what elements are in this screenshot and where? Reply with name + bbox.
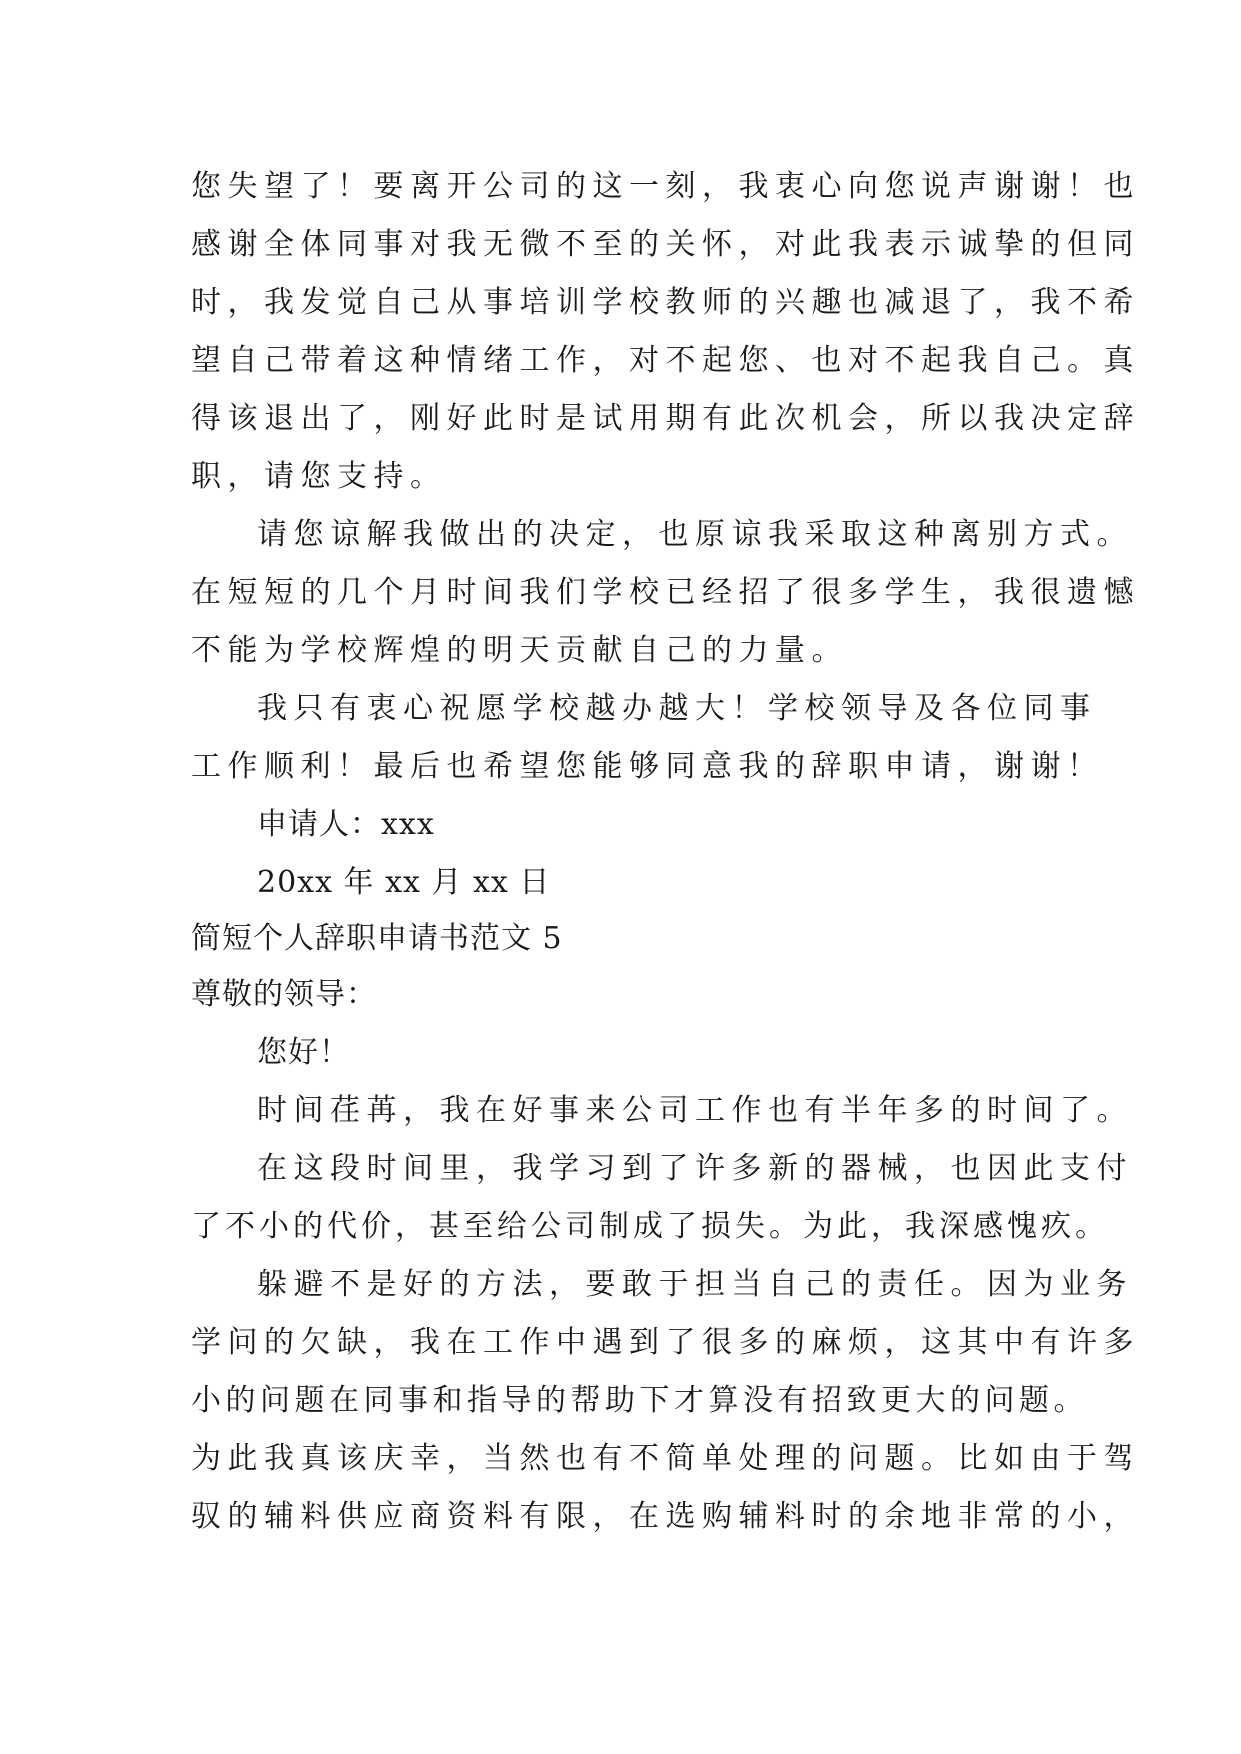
body-line: 望自己带着这种情绪工作，对不起您、也对不起我自己。真 — [191, 343, 1140, 378]
body-line: 请您谅解我做出的决定，也原谅我采取这种离别方式。 — [257, 517, 1133, 552]
body-line: 工作顺利！最后也希望您能够同意我的辞职申请，谢谢！ — [191, 749, 1104, 784]
signature-date: 20xx 年 xx 月 xx 日 — [257, 865, 551, 900]
body-line: 我只有衷心祝愿学校越办越大！学校领导及各位同事 — [257, 691, 1097, 726]
body-line: 时，我发觉自己从事培训学校教师的兴趣也减退了，我不希 — [191, 285, 1140, 320]
body-line: 不能为学校辉煌的明天贡献自己的力量。 — [191, 633, 848, 668]
body-line: 您失望了！要离开公司的这一刻，我衷心向您说声谢谢！也 — [191, 169, 1140, 204]
body-line: 时间荏苒，我在好事来公司工作也有半年多的时间了。 — [257, 1093, 1133, 1128]
body-line: 感谢全体同事对我无微不至的关怀，对此我表示诚挚的但同 — [191, 227, 1140, 262]
body-line: 得该退出了，刚好此时是试用期有此次机会，所以我决定辞 — [191, 401, 1140, 436]
body-line: 为此我真该庆幸，当然也有不简单处理的问题。比如由于驾 — [191, 1441, 1140, 1476]
body-line: 了不小的代价，甚至给公司制成了损失。为此，我深感愧疚。 — [191, 1209, 1109, 1244]
section-title: 简短个人辞职申请书范文 5 — [191, 921, 563, 956]
body-line: 学问的欠缺，我在工作中遇到了很多的麻烦，这其中有许多 — [191, 1325, 1140, 1360]
body-line: 驭的辅料供应商资料有限，在选购辅料时的余地非常的小， — [191, 1499, 1140, 1534]
body-line: 躲避不是好的方法，要敢于担当自己的责任。因为业务 — [257, 1267, 1133, 1302]
body-line: 在短短的几个月时间我们学校已经招了很多学生，我很遗憾 — [191, 575, 1140, 610]
signature-applicant: 申请人：xxx — [257, 807, 435, 842]
salutation: 尊敬的领导： — [191, 977, 377, 1012]
greeting: 您好！ — [257, 1035, 350, 1070]
body-line: 职，请您支持。 — [191, 459, 447, 494]
body-line: 小的问题在同事和指导的帮助下才算没有招致更大的问题。 — [191, 1383, 1088, 1418]
body-line: 在这段时间里，我学习到了许多新的器械，也因此支付 — [257, 1151, 1133, 1186]
